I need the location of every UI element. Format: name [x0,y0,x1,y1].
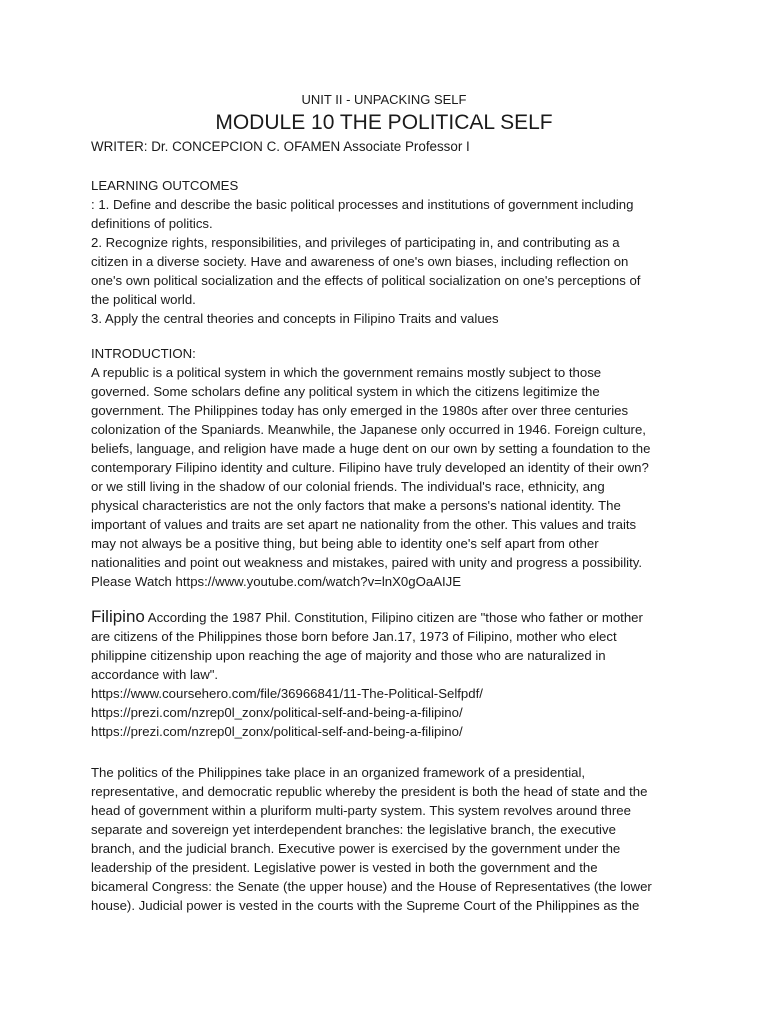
filipino-first-line-text: According the 1987 Phil. Constitution, Filipino citizen are "those who father or mother [144,610,643,625]
outcomes-line: 2. Recognize rights, responsibilities, and privileges of participating in, and contributing as a [91,235,620,250]
learning-outcomes-section [91,176,681,328]
introduction-line: important of values and traits are set apart ne nationality from the other. This values and traits [91,517,637,532]
filipino-lead-word: Filipino [91,607,145,626]
introduction-line: or we still living in the shadow of our colonial friends. The individual's race, ethnicity, ang [91,479,605,494]
introduction-line: may not always be a positive thing, but being able to identity one's self apart from other [91,536,599,551]
outcomes-line: 3. Apply the central theories and concepts in Filipino Traits and values [91,311,499,326]
filipino-line: philippine citizenship upon reaching the age of majority and those who are naturalized in [91,648,606,663]
introduction-line: colonization of the Spaniards. Meanwhile, the Japanese only occurred in 1946. Foreign culture, [91,422,646,437]
writer-line: WRITER: Dr. CONCEPCION C. OFAMEN Associate Professor I [91,139,470,154]
politics-line: representative, and democratic republic whereby the president is both the head of state and the [91,784,648,799]
introduction-line: nationalities and point out weakness and mistakes, paired with unity and progress a possibility. [91,555,643,570]
outcomes-line: : 1. Define and describe the basic political processes and institutions of government including [91,197,634,212]
politics-section [91,763,681,915]
politics-line: The politics of the Philippines take place in an organized framework of a presidential, [91,765,586,780]
introduction-line: physical characteristics are not the only factors that make a persons's national identity. The [91,498,621,513]
introduction-line: contemporary Filipino identity and culture. Filipino have truly developed an identity of their own? [91,460,649,475]
filipino-line: accordance with law". [91,667,219,682]
outcomes-line: one's own political socialization and the effects of political socialization on one's perceptions of [91,273,641,288]
politics-line: separate and sovereign yet interdependent branches: the legislative branch, the executive [91,822,616,837]
reference-url: https://www.coursehero.com/file/36966841/11-The-Political-Selfpdf/ [91,686,483,701]
introduction-line: government. The Philippines today has only emerged in the 1980s after over three centuries [91,403,629,418]
unit-heading: UNIT II - UNPACKING SELF [301,92,467,107]
reference-url: https://prezi.com/nzrep0l_zonx/political-self-and-being-a-filipino/ [91,724,463,739]
filipino-section [91,607,681,741]
politics-line: bicameral Congress: the Senate (the upper house) and the House of Representatives (the lower [91,879,652,894]
introduction-line: governed. Some scholars define any political system in which the citizens legitimize the [91,384,600,399]
outcomes-line: the political world. [91,292,196,307]
filipino-line: are citizens of the Philippines those born before Jan.17, 1973 of Filipino, mother who elect [91,629,617,644]
learning-outcomes-heading: LEARNING OUTCOMES [91,178,239,193]
outcomes-line: definitions of politics. [91,216,213,231]
politics-line: house). Judicial power is vested in the courts with the Supreme Court of the Philippines as the [91,898,640,913]
filipino-first-line [91,607,681,627]
outcomes-line: citizen in a diverse society. Have and awareness of one's own biases, including reflection on [91,254,629,269]
introduction-line: Please Watch https://www.youtube.com/watch?v=lnX0gOaAIJE [91,574,462,589]
introduction-line: beliefs, language, and religion have made a huge dent on our own by setting a foundation to the [91,441,651,456]
introduction-line: A republic is a political system in which the government remains mostly subject to those [91,365,602,380]
module-title: MODULE 10 THE POLITICAL SELF [215,111,553,134]
politics-line: leadership of the president. Legislative power is vested in both the government and the [91,860,598,875]
politics-line: branch, and the judicial branch. Executive power is exercised by the government under the [91,841,621,856]
politics-line: head of government within a pluriform multi-party system. This system revolves around three [91,803,631,818]
reference-url: https://prezi.com/nzrep0l_zonx/political-self-and-being-a-filipino/ [91,705,463,720]
introduction-section [91,344,681,591]
introduction-heading: INTRODUCTION: [91,346,196,361]
